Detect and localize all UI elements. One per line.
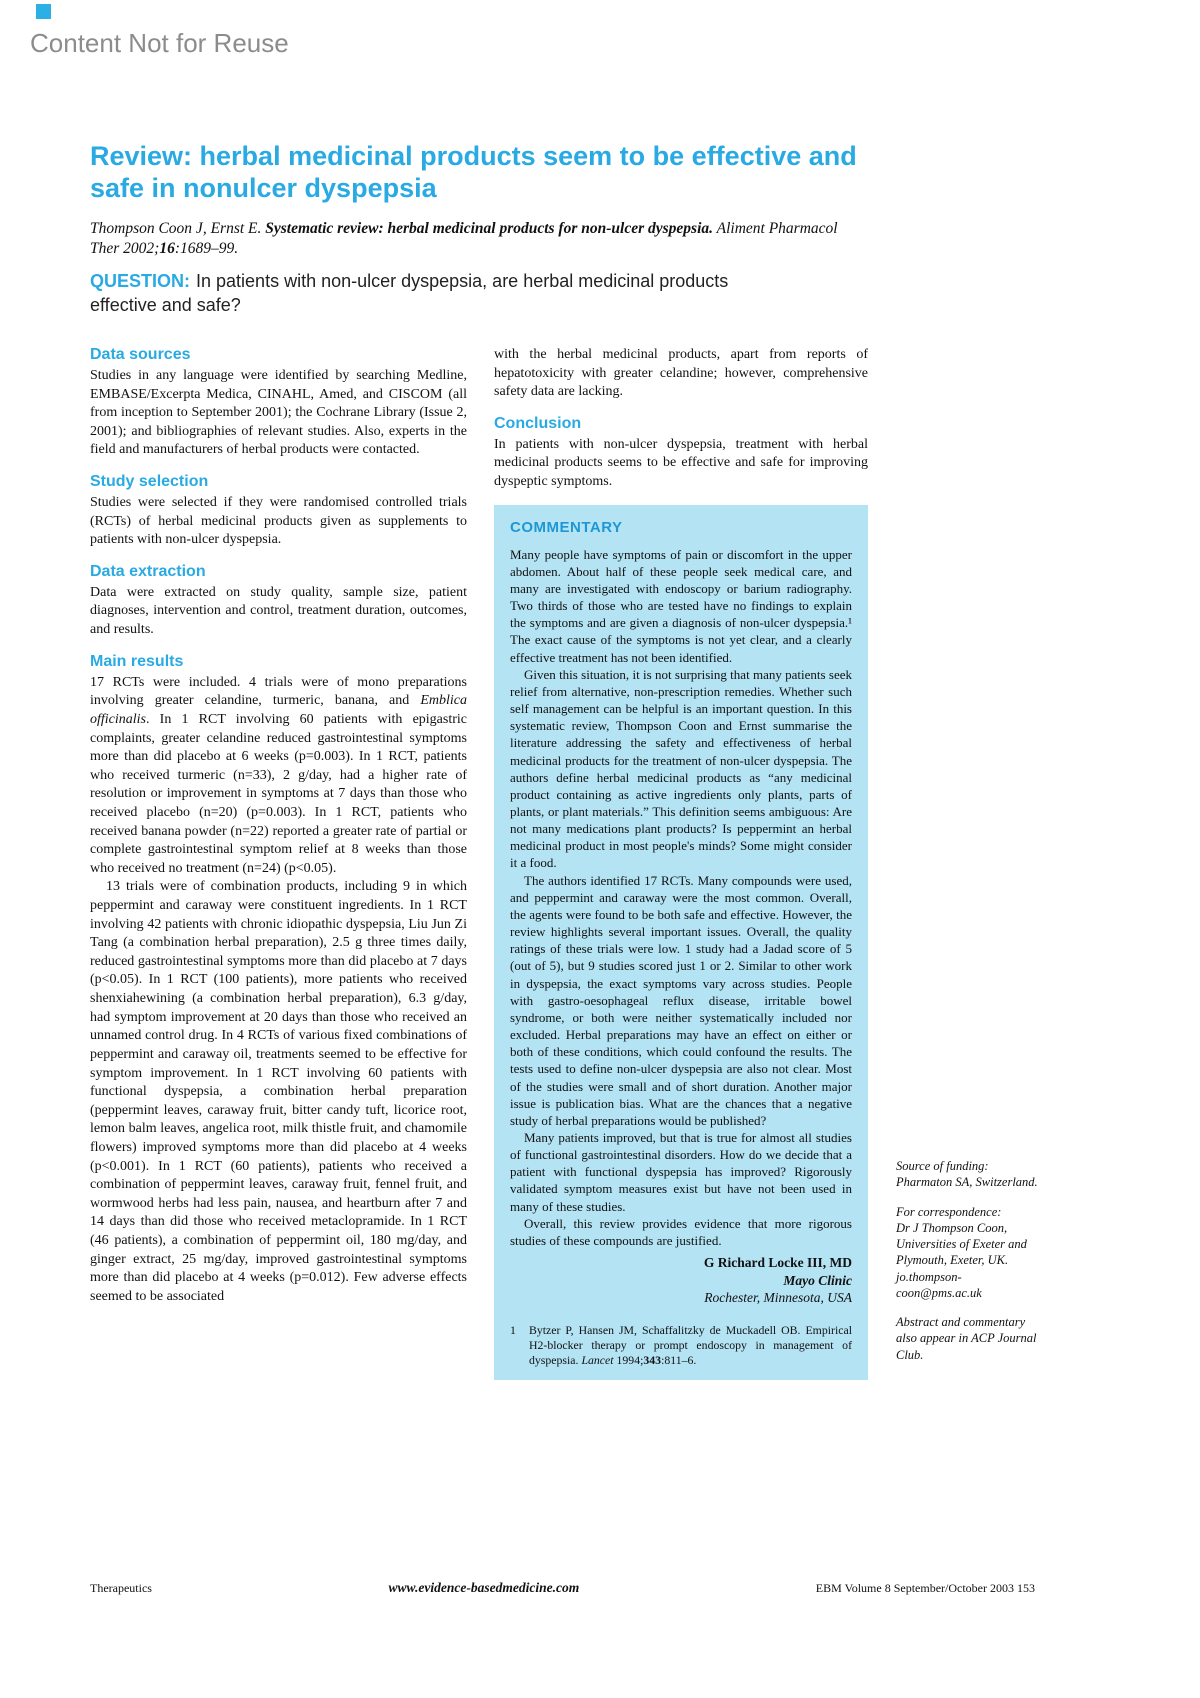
section-main-results <box>90 653 467 1307</box>
commentator-signature <box>510 1254 852 1307</box>
citation-volume: 16 <box>159 240 175 258</box>
commentary-box <box>494 505 868 1380</box>
reference-text <box>529 1323 852 1368</box>
main-results-p1-post: . In 1 RCT involving 60 patients with epigastric complaints, greater celandine reduced gastrointestinal symptoms more than did placebo at 6 weeks (p=0.003). In 1 RCT, patients who received turmeric (n=33), 2 g/day, had a higher rate of resolution or improvement in symptoms at 7 days than those who received placebo (n=20) (p=0.003). In 1 RCT, patients who received banana powder (n=22) reported a greater rate of partial or complete gastrointestinal symptom relief at 8 weeks than those who received no treatment (n=24) (p<0.05). <box>90 711 467 876</box>
abstract-note: Abstract and commentary also appear in ACP Journal Club. <box>896 1315 1037 1362</box>
commentary-paragraph: Many patients improved, but that is true for almost all studies of functional gastrointestinal disorders. How do we decide that a patient with functional dyspepsia has improved? Rigorously validated symptom measures exist but have not been used in many of these studies. <box>510 1129 852 1214</box>
conclusion-body: In patients with non-ulcer dyspepsia, treatment with herbal medicinal products seems to be effective and safe for improving dyspeptic symptoms. <box>494 436 868 490</box>
commentary-paragraph: Given this situation, it is not surprising that many patients seek relief from alternative, non-prescription remedies. Whether such self management can be helpful is an important question. In this systematic review, Thompson Coon and Ernst summarise the literature addressing the safety and effectiveness of herbal medicinal products for the treatment of non-ulcer dyspepsia. The authors define herbal medicinal products as “any medicinal product containing as active ingredients only plants, parts of plants, or plant materials.” This definition seems ambiguous: Are not many medications plant products? Is peppermint an herbal medicinal product in most people's minds? Some might consider it a food. <box>510 666 852 871</box>
reference-volume: 343 <box>643 1352 662 1367</box>
two-column-body <box>90 346 868 1380</box>
question-statement <box>90 269 800 318</box>
main-results-continuation: with the herbal medicinal products, apart from reports of hepatotoxicity with greater celandine; however, comprehensive safety data are lacking. <box>494 347 868 400</box>
section-data-sources <box>90 346 467 460</box>
question-label: QUESTION: <box>90 271 191 291</box>
commentator-name: G Richard Locke III, MD <box>703 1255 852 1271</box>
correspondence-label: For correspondence: <box>896 1204 1002 1219</box>
conclusion-heading: Conclusion <box>494 414 582 432</box>
footer-website: www.evidence-basedmedicine.com <box>388 1580 580 1595</box>
section-study-selection <box>90 473 467 550</box>
journal-logo <box>36 4 51 19</box>
commentator-location: Rochester, Minnesota, USA <box>704 1290 852 1306</box>
commentary-paragraph: Many people have symptoms of pain or discomfort in the upper abdomen. About half of these people seek medical care, and many are investigated with endoscopy or barium radiography. Two thirds of those who are tested have no findings to explain the symptoms and are given a diagnosis of non-ulcer dyspepsia.¹ The exact cause of the symptoms is not yet clear, and a clearly effective treatment has not been identified. <box>510 546 852 665</box>
main-results-p1-pre: 17 RCTs were included. 4 trials were of mono preparations involving greater celandine, turmeric, banana, and <box>90 674 467 709</box>
correspondence-text: Dr J Thompson Coon, Universities of Exeter and Plymouth, Exeter, UK. <box>896 1220 1027 1268</box>
reference-pages: :811–6. <box>661 1352 697 1367</box>
left-column <box>90 346 467 1380</box>
citation-journal: Aliment Pharmacol Ther 2002; <box>90 220 838 258</box>
marginal-notes <box>896 1158 1044 1376</box>
data-extraction-body: Data were extracted on study quality, sample size, patient diagnoses, intervention and control, treatment duration, outcomes, and results. <box>90 584 467 638</box>
correspondence-note <box>896 1204 1044 1302</box>
study-selection-body: Studies were selected if they were randomised controlled trials (RCTs) of herbal medicinal products given as supplements to patients with non-ulcer dyspepsia. <box>90 495 467 548</box>
funding-text: Pharmaton SA, Switzerland. <box>896 1175 1038 1190</box>
data-sources-heading: Data sources <box>90 346 191 363</box>
watermark-text: Content Not for Reuse <box>30 28 289 58</box>
footer-section-label: Therapeutics <box>90 1581 152 1595</box>
main-results-heading: Main results <box>90 652 184 670</box>
main-results-paragraph-2: 13 trials were of combination products, including 9 in which peppermint and caraway were constituent ingredients. In 1 RCT involving 42 patients with chronic idiopathic dyspepsia, Liu Jun Zi Tang (a combination herbal preparation), 2.5 g three times daily, reduced gastrointestinal symptoms more than did placebo at 7 days (p<0.05). In 1 RCT (100 patients), more patients who received shenxiahewining (a combination herbal preparation), 6.3 g/day, had symptom improvement at 20 days than those who received an unnamed control drug. In 4 RCTs of various fixed combinations of peppermint and caraway oil, treatments seemed to be effective for symptom improvement. In 1 RCT involving 60 patients with functional dyspepsia, a combination herbal preparation (peppermint leaves, caraway fruit, bitter candy tuft, licorice root, lemon balm leaves, angelica root, milk thistle fruit, and chamomile flowers) improved symptoms more than did placebo at 4 weeks (p<0.001). In 1 RCT (60 patients), patients who received a combination of peppermint leaves, caraway fruit, fennel fruit, and wormwood herbs had less pain, nausea, and heartburn after 7 and 14 days than did those who received metaclopramide. In 1 RCT (46 patients), a combination of peppermint oil, 180 mg/day, and ginger extract, 25 mg/day, improved gastrointestinal symptoms more than did placebo at 4 weeks (p=0.012). Few adverse effects seemed to be associated <box>90 879 467 1304</box>
citation <box>90 219 870 259</box>
footer-issue-info: EBM Volume 8 September/October 2003 153 <box>815 1581 1035 1595</box>
citation-article-title: Systematic review: herbal medicinal products for non-ulcer dyspepsia. <box>265 220 714 237</box>
study-selection-heading: Study selection <box>90 473 209 491</box>
article-title: Review: herbal medicinal products seem to be effective and safe in nonulcer dyspepsia <box>90 141 857 204</box>
reference-journal: Lancet <box>581 1352 614 1367</box>
reference-number: 1 <box>510 1322 516 1337</box>
section-data-extraction <box>90 563 467 640</box>
commentary-paragraph: The authors identified 17 RCTs. Many compounds were used, and peppermint and caraway were the most common. Overall, the agents were found to be both safe and effective. However, the review highlights several important issues. Overall, the quality ratings of these trials were low. 1 study had a Jadad score of 5 (out of 5), but 9 studies scored just 1 or 2. Similar to other work in dyspepsia, the exact symptoms vary across studies. People with gastro-oesophageal reflux disease, irritable bowel syndrome, or both were neither systematically included nor excluded. Herbal preparations may have an effect on either or both of these conditions, which could confound the results. The tests used to define non-ulcer dyspepsia are also not clear. Most of the studies were small and of short duration. Another major issue is publication bias. What are the chances that a negative study of herbal preparations would be published? <box>510 872 852 1128</box>
page-footer <box>90 1580 1035 1596</box>
main-results-paragraph-1 <box>90 674 467 879</box>
main-results-p1-species: Emblica officinalis <box>90 693 467 727</box>
citation-authors: Thompson Coon J, Ernst E. <box>90 220 266 237</box>
citation-pages: :1689–99. <box>174 240 239 258</box>
commentary-heading: COMMENTARY <box>510 518 623 536</box>
data-extraction-heading: Data extraction <box>90 562 206 580</box>
right-column <box>494 346 868 1380</box>
data-sources-body: Studies in any language were identified by searching Medline, EMBASE/Excerpta Medica, CINAHL, Amed, and CISCOM (all from inception to September 2001); the Cochrane Library (Issue 2, 2001); and bibliographies of relevant studies. Also, experts in the field and manufacturers of herbal products were contacted. <box>90 368 467 458</box>
reference-citation: Bytzer P, Hansen JM, Schaffalitzky de Muckadell OB. Empirical H2-blocker therapy or prompt endoscopy in management of dyspepsia. <box>529 1322 852 1367</box>
section-conclusion <box>494 415 868 492</box>
correspondence-email: jo.thompson-coon@pms.ac.uk <box>896 1269 982 1300</box>
commentary-reference <box>510 1323 852 1368</box>
commentator-affiliation: Mayo Clinic <box>783 1272 852 1288</box>
funding-label: Source of funding: <box>896 1159 989 1173</box>
funding-note <box>896 1158 1044 1191</box>
commentary-paragraph: Overall, this review provides evidence that more rigorous studies of these compounds are justified. <box>510 1215 852 1248</box>
question-text: In patients with non-ulcer dyspepsia, are herbal medicinal products effective and safe? <box>90 271 729 316</box>
reference-year: 1994; <box>613 1352 644 1367</box>
